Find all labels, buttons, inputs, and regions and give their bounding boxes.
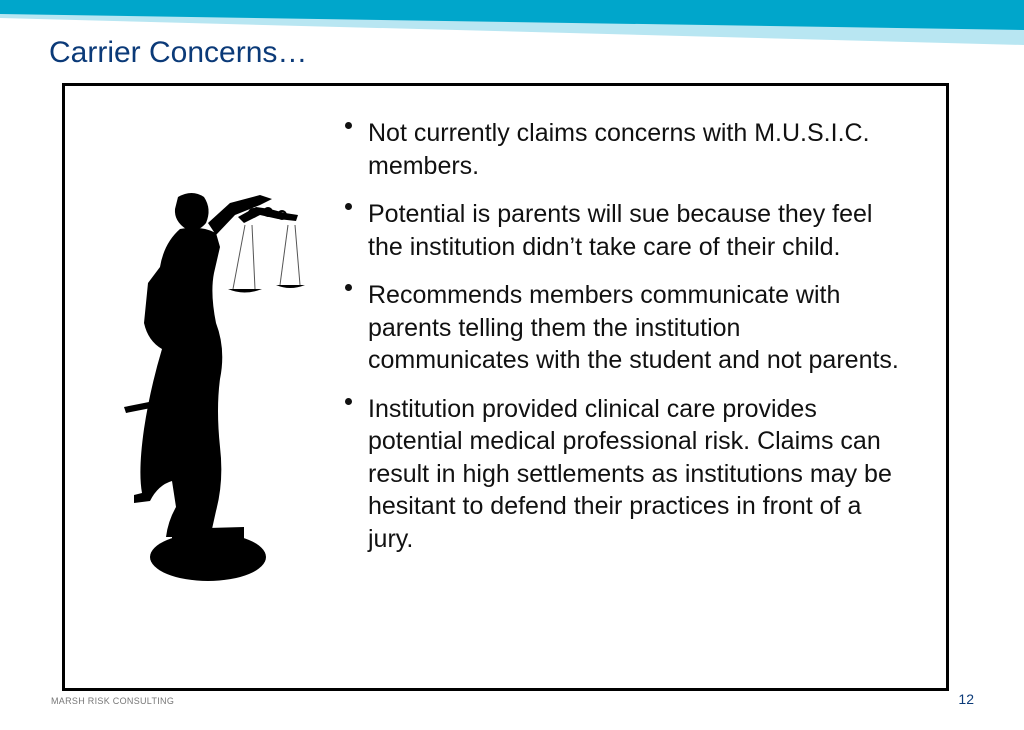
bullet-dot — [345, 203, 352, 210]
bullet-dot — [345, 398, 352, 405]
bullet-item — [345, 117, 905, 182]
lady-justice-silhouette-icon — [120, 185, 320, 590]
bullet-text: Not currently claims concerns with M.U.S.I.C. members. — [368, 119, 870, 180]
footer-brand: MARSH RISK CONSULTING — [51, 696, 175, 706]
bullet-dot — [345, 122, 352, 129]
bullet-item — [345, 393, 905, 556]
bullet-list — [345, 117, 905, 571]
bullet-text: Recommends members communicate with parents telling them the institution communicates with the student and not parents. — [368, 281, 899, 374]
bullet-text: Institution provided clinical care provides potential medical professional risk. Claims can result in high settlements as institutions may be hesitant to defend their practices in front of a jury. — [368, 394, 892, 553]
slide-title: Carrier Concerns… — [49, 36, 308, 69]
bullet-dot — [345, 284, 352, 291]
bullet-item — [345, 198, 905, 263]
bullet-text: Potential is parents will sue because they feel the institution didn’t take care of their child. — [368, 200, 873, 261]
bullet-item — [345, 279, 905, 377]
page-number: 12 — [958, 691, 974, 707]
